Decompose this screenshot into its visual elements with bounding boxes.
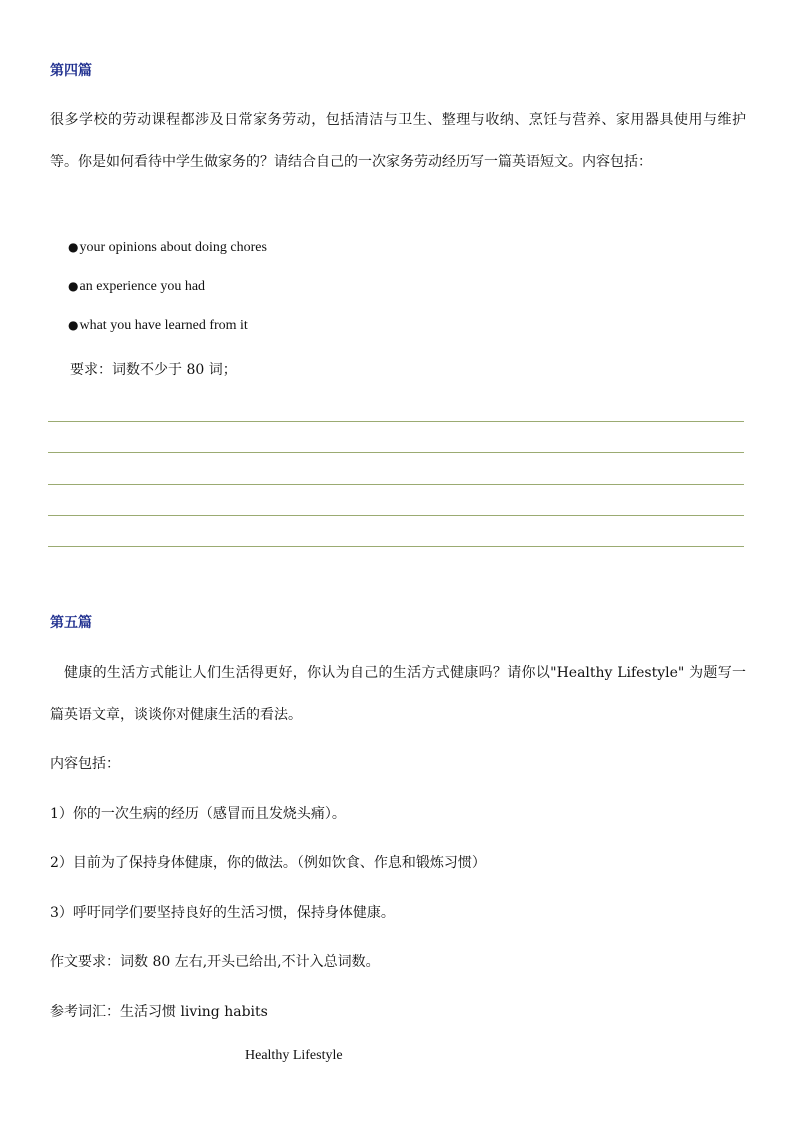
bullet-item bbox=[68, 238, 267, 257]
bullet-icon: ● bbox=[68, 279, 79, 293]
writing-line bbox=[48, 515, 744, 516]
bullet-text: what you have learned from it bbox=[79, 318, 248, 333]
content-point: 1）你的一次生病的经历（感冒而且发烧头痛）。 bbox=[50, 806, 346, 822]
section-4-requirement: 要求：词数不少于 80 词； bbox=[70, 362, 237, 378]
content-point: 3）呼吁同学们要坚持良好的生活习惯，保持身体健康。 bbox=[50, 905, 395, 921]
bullet-item bbox=[68, 316, 248, 335]
bullet-item bbox=[68, 277, 205, 296]
writing-line bbox=[48, 484, 744, 485]
bullet-text: your opinions about doing chores bbox=[79, 240, 267, 255]
section-5-intro: 健康的生活方式能让人们生活得更好，你认为自己的生活方式健康吗？请你以"Healthy Lifestyle" 为题写一篇英语文章，谈谈你对健康生活的看法。 bbox=[50, 665, 746, 723]
section-4-heading: 第四篇 bbox=[50, 63, 92, 79]
section-5-heading: 第五篇 bbox=[50, 615, 92, 631]
section-4-intro: 很多学校的劳动课程都涉及日常家务劳动，包括清洁与卫生、整理与收纳、烹饪与营养、家用器具使用与维护等。你是如何看待中学生做家务的？请结合自己的一次家务劳动经历写一篇英语短文。内容包括： bbox=[50, 112, 746, 170]
section-5-content-label: 内容包括： bbox=[50, 756, 120, 772]
bullet-icon: ● bbox=[68, 240, 79, 254]
content-point: 2）目前为了保持身体健康，你的做法。（例如饮食、作息和锻炼习惯） bbox=[50, 855, 486, 871]
bullet-text: an experience you had bbox=[79, 279, 206, 294]
writing-line bbox=[48, 546, 744, 547]
writing-requirement: 作文要求：词数 80 左右,开头已给出,不计入总词数。 bbox=[50, 954, 380, 970]
essay-title: Healthy Lifestyle bbox=[245, 1048, 343, 1063]
writing-line bbox=[48, 421, 744, 422]
writing-line bbox=[48, 452, 744, 453]
reference-vocab: 参考词汇：生活习惯 living habits bbox=[50, 1004, 268, 1020]
bullet-icon: ● bbox=[68, 318, 79, 332]
